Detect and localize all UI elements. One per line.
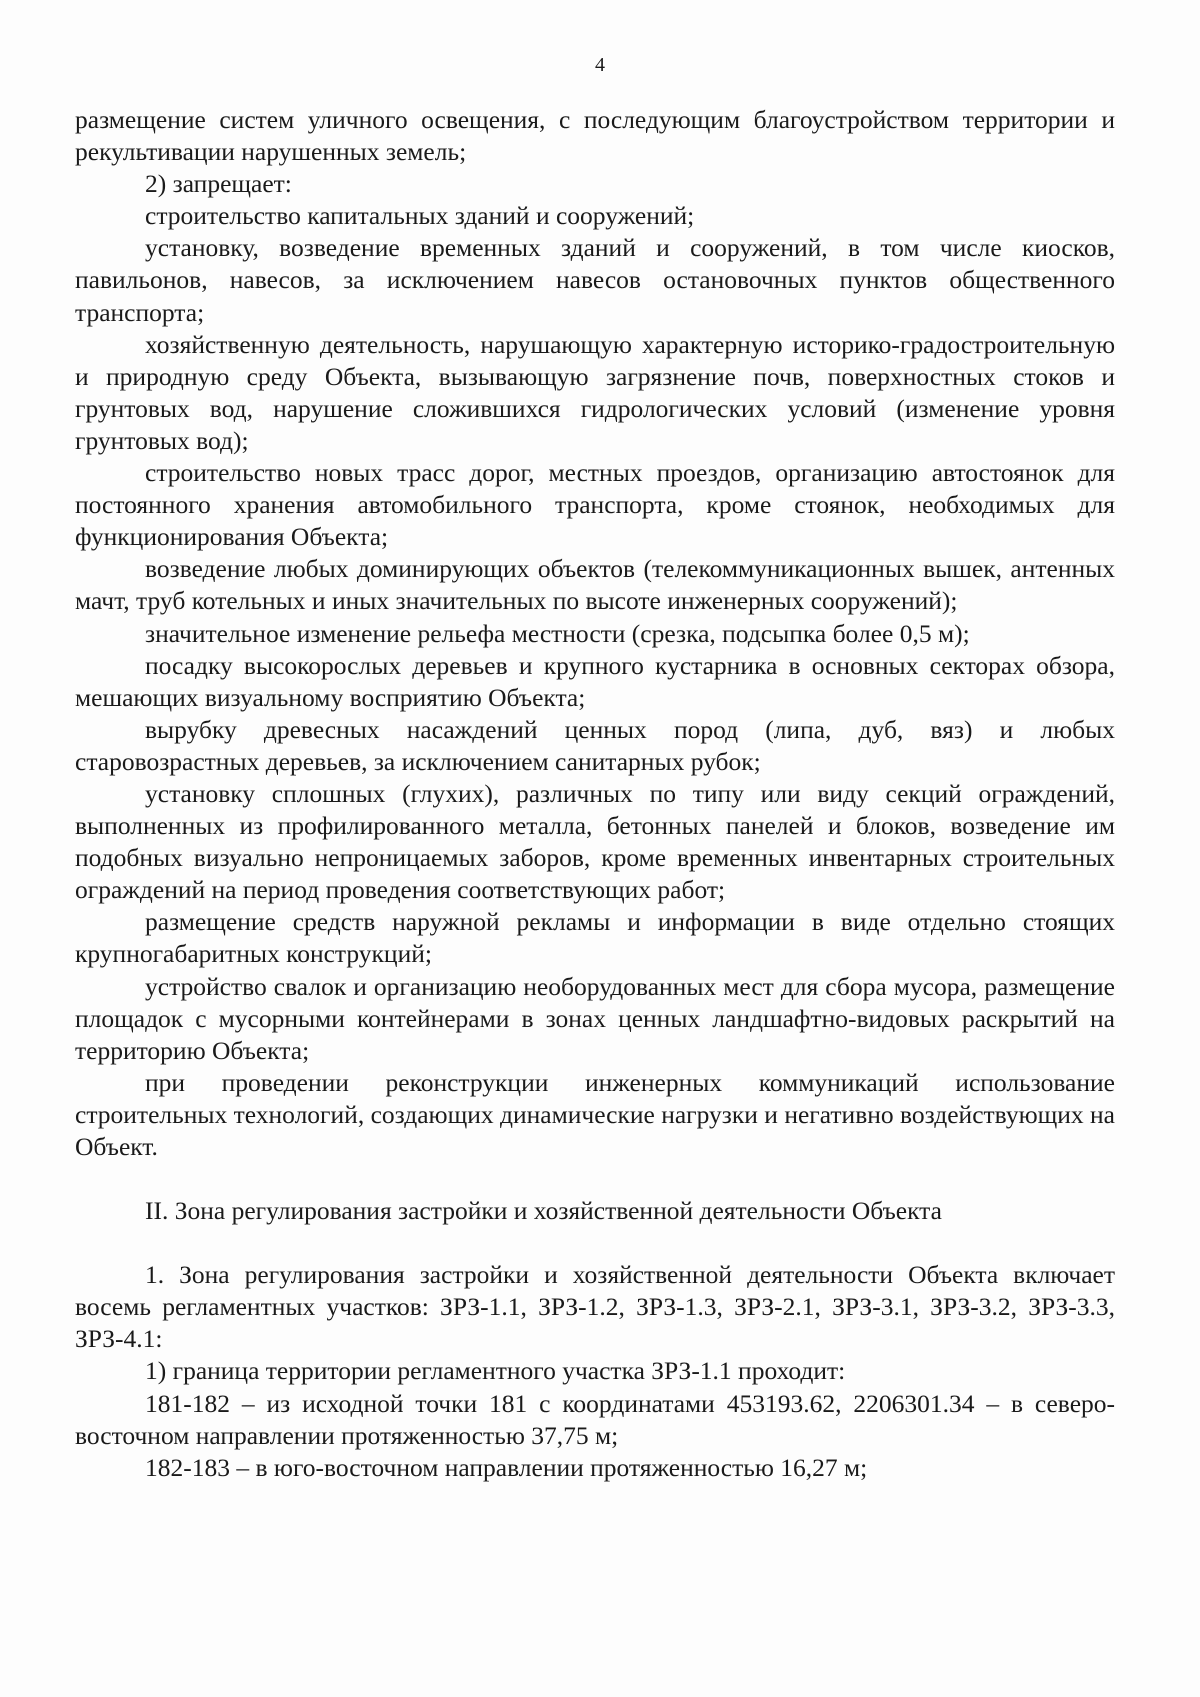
section-heading: II. Зона регулирования застройки и хозяйственной деятельности Объекта bbox=[145, 1196, 942, 1226]
paragraph: установку сплошных (глухих), различных по типу или виду секций ограждений, выполненных из профилированного металла, бетонных панелей и блоков, возведение им подобных визуально непроницаемых заборов, кроме временных инвентарных строительных ограждений на период проведения соответствующих работ; bbox=[75, 778, 1115, 905]
paragraph: значительное изменение рельефа местности (срезка, подсыпка более 0,5 м); bbox=[145, 618, 970, 648]
paragraph: строительство капитальных зданий и сооружений; bbox=[145, 201, 695, 231]
paragraph: размещение средств наружной рекламы и информации в виде отдельно стоящих крупногабаритных конструкций; bbox=[75, 907, 1115, 969]
document-body bbox=[75, 104, 1115, 1484]
page-number: 4 bbox=[595, 54, 605, 76]
paragraph: 181-182 – из исходной точки 181 с координатами 453193.62, 2206301.34 – в северо-восточном направлении протяженностью 37,75 м; bbox=[75, 1388, 1115, 1450]
paragraph: размещение систем уличного освещения, с последующим благоустройством территории и рекультивации нарушенных земель; bbox=[75, 105, 1115, 167]
paragraph: 182-183 – в юго-восточном направлении протяженностью 16,27 м; bbox=[145, 1452, 868, 1482]
paragraph: при проведении реконструкции инженерных коммуникаций использование строительных технологий, создающих динамические нагрузки и негативно воздействующих на Объект. bbox=[75, 1067, 1115, 1161]
paragraph: хозяйственную деятельность, нарушающую характерную историко-градостроительную и природную среду Объекта, вызывающую загрязнение почв, поверхностных стоков и грунтовых вод, нарушение сложившихся гидрологических условий (изменение уровня грунтовых вод); bbox=[75, 329, 1115, 455]
paragraph: возведение любых доминирующих объектов (телекоммуникационных вышек, антенных мачт, труб котельных и иных значительных по высоте инженерных сооружений); bbox=[75, 554, 1115, 616]
paragraph: 1) граница территории регламентного участка ЗРЗ-1.1 проходит: bbox=[145, 1356, 846, 1386]
paragraph: 2) запрещает: bbox=[145, 169, 292, 199]
paragraph: строительство новых трасс дорог, местных проездов, организацию автостоянок для постоянного хранения автомобильного транспорта, кроме стоянок, необходимых для функционирования Объекта; bbox=[75, 458, 1115, 552]
paragraph: посадку высокорослых деревьев и крупного кустарника в основных секторах обзора, мешающих визуальному восприятию Объекта; bbox=[75, 650, 1115, 712]
paragraph: установку, возведение временных зданий и сооружений, в том числе киосков, павильонов, навесов, за исключением навесов остановочных пунктов общественного транспорта; bbox=[75, 233, 1115, 327]
paragraph: устройство свалок и организацию необорудованных мест для сбора мусора, размещение площадок с мусорными контейнерами в зонах ценных ландшафтно-видовых раскрытий на территорию Объекта; bbox=[75, 971, 1115, 1065]
paragraph: вырубку древесных насаждений ценных пород (липа, дуб, вяз) и любых старовозрастных деревьев, за исключением санитарных рубок; bbox=[75, 714, 1115, 776]
paragraph: 1. Зона регулирования застройки и хозяйственной деятельности Объекта включает восемь регламентных участков: ЗРЗ-1.1, ЗРЗ-1.2, ЗРЗ-1.3, ЗРЗ-2.1, ЗРЗ-3.1, ЗРЗ-3.2, ЗРЗ-3.3, ЗРЗ-4.1: bbox=[75, 1260, 1115, 1354]
